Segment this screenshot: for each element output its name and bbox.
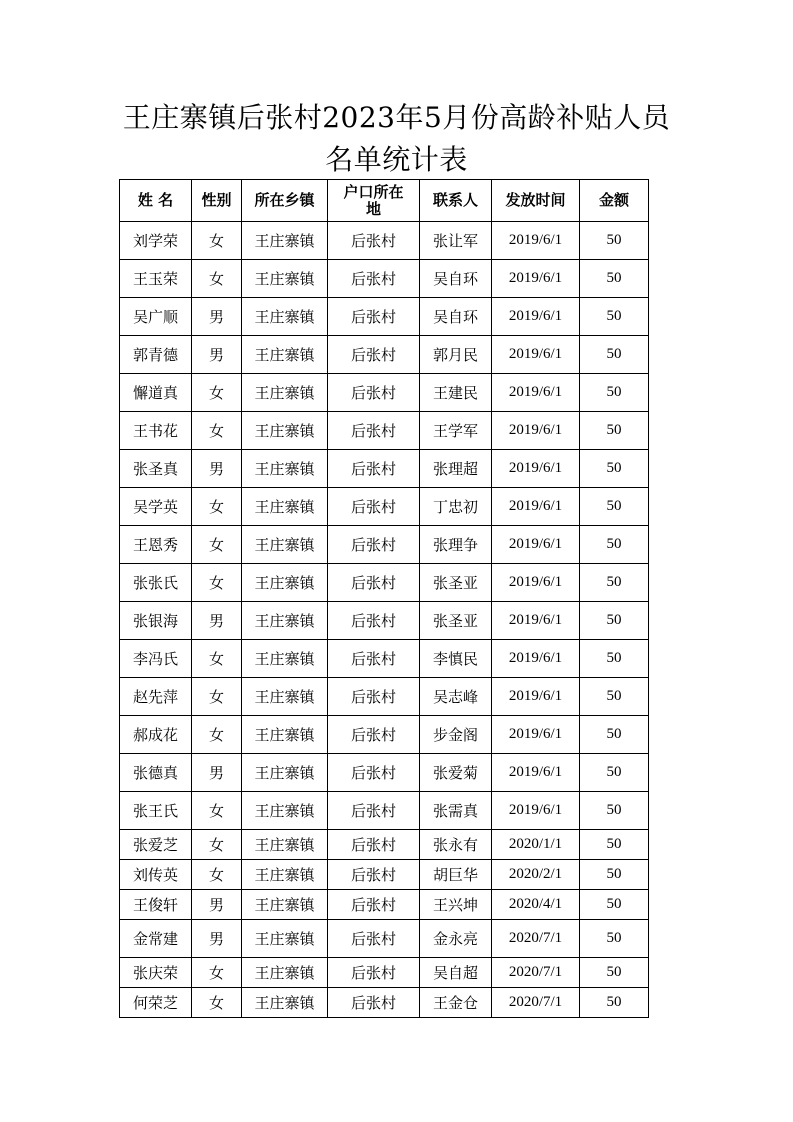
cell-township: 王庄寨镇 bbox=[242, 640, 328, 678]
cell-issue-date: 2019/6/1 bbox=[492, 792, 580, 830]
cell-gender: 女 bbox=[192, 792, 242, 830]
cell-name: 张庆荣 bbox=[120, 958, 192, 988]
cell-township: 王庄寨镇 bbox=[242, 920, 328, 958]
table-row bbox=[120, 336, 649, 374]
table-row bbox=[120, 920, 649, 958]
cell-township: 王庄寨镇 bbox=[242, 716, 328, 754]
cell-gender: 女 bbox=[192, 640, 242, 678]
table-row bbox=[120, 450, 649, 488]
cell-issue-date: 2019/6/1 bbox=[492, 298, 580, 336]
cell-household-registration: 后张村 bbox=[328, 526, 420, 564]
cell-township: 王庄寨镇 bbox=[242, 754, 328, 792]
cell-township: 王庄寨镇 bbox=[242, 564, 328, 602]
cell-issue-date: 2020/7/1 bbox=[492, 988, 580, 1018]
cell-amount: 50 bbox=[580, 754, 649, 792]
cell-household-registration: 后张村 bbox=[328, 298, 420, 336]
cell-contact: 吴自环 bbox=[420, 260, 492, 298]
cell-household-registration: 后张村 bbox=[328, 260, 420, 298]
table-row bbox=[120, 488, 649, 526]
table-row bbox=[120, 754, 649, 792]
cell-household-registration: 后张村 bbox=[328, 374, 420, 412]
cell-township: 王庄寨镇 bbox=[242, 412, 328, 450]
cell-household-registration: 后张村 bbox=[328, 222, 420, 260]
table-row bbox=[120, 298, 649, 336]
cell-contact: 王兴坤 bbox=[420, 890, 492, 920]
cell-household-registration: 后张村 bbox=[328, 988, 420, 1018]
cell-issue-date: 2020/4/1 bbox=[492, 890, 580, 920]
cell-gender: 女 bbox=[192, 716, 242, 754]
cell-name: 张德真 bbox=[120, 754, 192, 792]
cell-gender: 女 bbox=[192, 412, 242, 450]
cell-township: 王庄寨镇 bbox=[242, 222, 328, 260]
cell-township: 王庄寨镇 bbox=[242, 988, 328, 1018]
cell-household-registration: 后张村 bbox=[328, 890, 420, 920]
cell-township: 王庄寨镇 bbox=[242, 526, 328, 564]
cell-amount: 50 bbox=[580, 526, 649, 564]
cell-amount: 50 bbox=[580, 602, 649, 640]
cell-township: 王庄寨镇 bbox=[242, 602, 328, 640]
cell-contact: 步金阁 bbox=[420, 716, 492, 754]
table-row bbox=[120, 640, 649, 678]
cell-amount: 50 bbox=[580, 336, 649, 374]
cell-household-registration: 后张村 bbox=[328, 450, 420, 488]
cell-township: 王庄寨镇 bbox=[242, 958, 328, 988]
cell-household-registration: 后张村 bbox=[328, 860, 420, 890]
table-row bbox=[120, 958, 649, 988]
table-row bbox=[120, 678, 649, 716]
cell-name: 刘传英 bbox=[120, 860, 192, 890]
table-row bbox=[120, 716, 649, 754]
cell-issue-date: 2020/1/1 bbox=[492, 830, 580, 860]
cell-issue-date: 2019/6/1 bbox=[492, 450, 580, 488]
cell-amount: 50 bbox=[580, 792, 649, 830]
cell-issue-date: 2020/2/1 bbox=[492, 860, 580, 890]
cell-amount: 50 bbox=[580, 678, 649, 716]
cell-amount: 50 bbox=[580, 450, 649, 488]
cell-contact: 郭月民 bbox=[420, 336, 492, 374]
cell-contact: 张理超 bbox=[420, 450, 492, 488]
header-gender: 性别 bbox=[192, 180, 242, 222]
cell-name: 张圣真 bbox=[120, 450, 192, 488]
cell-amount: 50 bbox=[580, 830, 649, 860]
cell-contact: 张爱菊 bbox=[420, 754, 492, 792]
cell-household-registration: 后张村 bbox=[328, 716, 420, 754]
cell-issue-date: 2019/6/1 bbox=[492, 716, 580, 754]
header-household-registration bbox=[328, 180, 420, 222]
table-row bbox=[120, 564, 649, 602]
cell-issue-date: 2020/7/1 bbox=[492, 958, 580, 988]
cell-gender: 女 bbox=[192, 526, 242, 564]
cell-issue-date: 2019/6/1 bbox=[492, 678, 580, 716]
cell-name: 王俊轩 bbox=[120, 890, 192, 920]
cell-gender: 女 bbox=[192, 678, 242, 716]
cell-contact: 张圣亚 bbox=[420, 564, 492, 602]
cell-name: 金常建 bbox=[120, 920, 192, 958]
cell-township: 王庄寨镇 bbox=[242, 298, 328, 336]
cell-issue-date: 2019/6/1 bbox=[492, 526, 580, 564]
cell-issue-date: 2020/7/1 bbox=[492, 920, 580, 958]
cell-household-registration: 后张村 bbox=[328, 488, 420, 526]
cell-name: 张张氏 bbox=[120, 564, 192, 602]
table-row bbox=[120, 602, 649, 640]
cell-issue-date: 2019/6/1 bbox=[492, 602, 580, 640]
header-township: 所在乡镇 bbox=[242, 180, 328, 222]
cell-household-registration: 后张村 bbox=[328, 920, 420, 958]
cell-amount: 50 bbox=[580, 564, 649, 602]
cell-amount: 50 bbox=[580, 222, 649, 260]
cell-township: 王庄寨镇 bbox=[242, 488, 328, 526]
cell-household-registration: 后张村 bbox=[328, 412, 420, 450]
cell-issue-date: 2019/6/1 bbox=[492, 564, 580, 602]
cell-household-registration: 后张村 bbox=[328, 754, 420, 792]
cell-issue-date: 2019/6/1 bbox=[492, 336, 580, 374]
cell-name: 懈道真 bbox=[120, 374, 192, 412]
cell-name: 郝成花 bbox=[120, 716, 192, 754]
cell-issue-date: 2019/6/1 bbox=[492, 488, 580, 526]
table-row bbox=[120, 860, 649, 890]
cell-contact: 金永亮 bbox=[420, 920, 492, 958]
cell-name: 吴广顺 bbox=[120, 298, 192, 336]
cell-contact: 吴志峰 bbox=[420, 678, 492, 716]
cell-gender: 女 bbox=[192, 260, 242, 298]
header-amount: 金额 bbox=[580, 180, 649, 222]
cell-name: 王恩秀 bbox=[120, 526, 192, 564]
cell-contact: 胡巨华 bbox=[420, 860, 492, 890]
cell-household-registration: 后张村 bbox=[328, 336, 420, 374]
cell-gender: 男 bbox=[192, 890, 242, 920]
cell-name: 赵先萍 bbox=[120, 678, 192, 716]
cell-gender: 女 bbox=[192, 222, 242, 260]
cell-gender: 女 bbox=[192, 958, 242, 988]
cell-township: 王庄寨镇 bbox=[242, 860, 328, 890]
cell-contact: 张理争 bbox=[420, 526, 492, 564]
cell-gender: 男 bbox=[192, 920, 242, 958]
cell-household-registration: 后张村 bbox=[328, 678, 420, 716]
document-title-line-2: 名单统计表 bbox=[325, 143, 468, 176]
cell-contact: 王学军 bbox=[420, 412, 492, 450]
cell-amount: 50 bbox=[580, 890, 649, 920]
table-row bbox=[120, 830, 649, 860]
cell-contact: 张需真 bbox=[420, 792, 492, 830]
cell-township: 王庄寨镇 bbox=[242, 792, 328, 830]
cell-amount: 50 bbox=[580, 298, 649, 336]
header-name: 姓 名 bbox=[120, 180, 192, 222]
cell-amount: 50 bbox=[580, 860, 649, 890]
cell-gender: 男 bbox=[192, 450, 242, 488]
table-body bbox=[120, 222, 649, 1018]
cell-amount: 50 bbox=[580, 488, 649, 526]
cell-household-registration: 后张村 bbox=[328, 958, 420, 988]
cell-household-registration: 后张村 bbox=[328, 564, 420, 602]
cell-contact: 张永有 bbox=[420, 830, 492, 860]
cell-household-registration: 后张村 bbox=[328, 602, 420, 640]
cell-contact: 李慎民 bbox=[420, 640, 492, 678]
cell-contact: 王建民 bbox=[420, 374, 492, 412]
cell-name: 刘学荣 bbox=[120, 222, 192, 260]
header-household-registration-text: 户口所在地 bbox=[343, 182, 404, 218]
table-row bbox=[120, 260, 649, 298]
cell-amount: 50 bbox=[580, 640, 649, 678]
cell-gender: 女 bbox=[192, 830, 242, 860]
cell-contact: 张圣亚 bbox=[420, 602, 492, 640]
cell-gender: 男 bbox=[192, 336, 242, 374]
header-issue-date: 发放时间 bbox=[492, 180, 580, 222]
cell-amount: 50 bbox=[580, 374, 649, 412]
cell-name: 郭青德 bbox=[120, 336, 192, 374]
cell-gender: 女 bbox=[192, 564, 242, 602]
table-header-row bbox=[120, 180, 649, 222]
cell-gender: 女 bbox=[192, 488, 242, 526]
table-row bbox=[120, 890, 649, 920]
cell-gender: 女 bbox=[192, 860, 242, 890]
cell-name: 张爱芝 bbox=[120, 830, 192, 860]
cell-name: 王书花 bbox=[120, 412, 192, 450]
table-row bbox=[120, 374, 649, 412]
cell-township: 王庄寨镇 bbox=[242, 830, 328, 860]
cell-contact: 王金仓 bbox=[420, 988, 492, 1018]
table-row bbox=[120, 222, 649, 260]
table-row bbox=[120, 988, 649, 1018]
cell-gender: 女 bbox=[192, 374, 242, 412]
cell-amount: 50 bbox=[580, 958, 649, 988]
cell-household-registration: 后张村 bbox=[328, 792, 420, 830]
header-contact: 联系人 bbox=[420, 180, 492, 222]
cell-amount: 50 bbox=[580, 260, 649, 298]
cell-township: 王庄寨镇 bbox=[242, 450, 328, 488]
cell-gender: 女 bbox=[192, 988, 242, 1018]
cell-name: 李冯氏 bbox=[120, 640, 192, 678]
cell-contact: 张让军 bbox=[420, 222, 492, 260]
cell-township: 王庄寨镇 bbox=[242, 678, 328, 716]
cell-township: 王庄寨镇 bbox=[242, 890, 328, 920]
cell-issue-date: 2019/6/1 bbox=[492, 260, 580, 298]
cell-issue-date: 2019/6/1 bbox=[492, 754, 580, 792]
cell-household-registration: 后张村 bbox=[328, 640, 420, 678]
table-row bbox=[120, 526, 649, 564]
cell-amount: 50 bbox=[580, 716, 649, 754]
cell-township: 王庄寨镇 bbox=[242, 374, 328, 412]
subsidy-roster-table bbox=[119, 179, 649, 1018]
cell-township: 王庄寨镇 bbox=[242, 336, 328, 374]
cell-gender: 男 bbox=[192, 754, 242, 792]
cell-contact: 丁忠初 bbox=[420, 488, 492, 526]
cell-issue-date: 2019/6/1 bbox=[492, 222, 580, 260]
cell-township: 王庄寨镇 bbox=[242, 260, 328, 298]
cell-issue-date: 2019/6/1 bbox=[492, 640, 580, 678]
cell-issue-date: 2019/6/1 bbox=[492, 374, 580, 412]
table-row bbox=[120, 412, 649, 450]
cell-amount: 50 bbox=[580, 988, 649, 1018]
cell-name: 吴学英 bbox=[120, 488, 192, 526]
cell-contact: 吴自超 bbox=[420, 958, 492, 988]
cell-name: 王玉荣 bbox=[120, 260, 192, 298]
cell-issue-date: 2019/6/1 bbox=[492, 412, 580, 450]
table-row bbox=[120, 792, 649, 830]
cell-contact: 吴自环 bbox=[420, 298, 492, 336]
cell-amount: 50 bbox=[580, 920, 649, 958]
cell-name: 张银海 bbox=[120, 602, 192, 640]
cell-gender: 男 bbox=[192, 298, 242, 336]
document-title-line-1: 王庄寨镇后张村2023年5月份高龄补贴人员 bbox=[122, 101, 671, 134]
cell-gender: 男 bbox=[192, 602, 242, 640]
cell-amount: 50 bbox=[580, 412, 649, 450]
cell-household-registration: 后张村 bbox=[328, 830, 420, 860]
cell-name: 张王氏 bbox=[120, 792, 192, 830]
cell-name: 何荣芝 bbox=[120, 988, 192, 1018]
